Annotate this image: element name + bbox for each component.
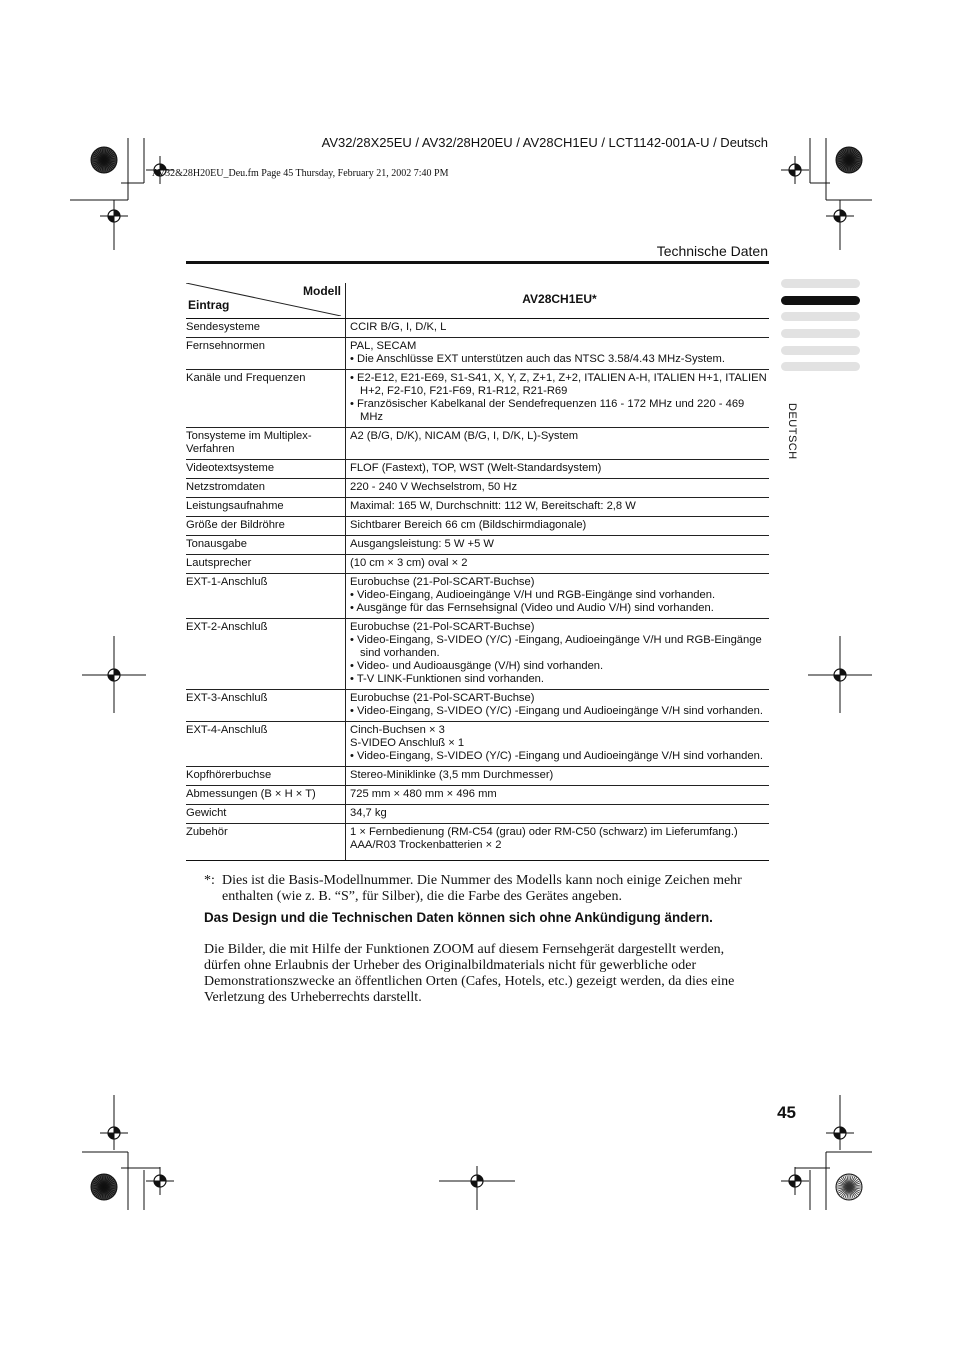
spec-row	[186, 428, 769, 460]
spec-value-line: • T-V LINK-Funktionen sind vorhanden.	[350, 673, 545, 685]
side-section-tabs	[781, 279, 860, 379]
spec-value-line: • E2-E12, E21-E69, S1-S41, X, Y, Z, Z+1, Z+2, ITALIEN A-H, ITALIEN H+1, ITALIEN H+2, F2-F10, F21-F69, R1-R12, R21-R69	[350, 372, 767, 397]
spec-value	[346, 574, 770, 619]
side-tab	[781, 362, 860, 371]
spec-row	[186, 824, 769, 861]
document-header-title: AV32/28X25EU / AV32/28H20EU / AV28CH1EU / LCT1142-001A-U / Deutsch	[321, 135, 768, 150]
side-tab	[781, 346, 860, 355]
spec-value-line: • Die Anschlüsse EXT unterstützen auch das NTSC 3.58/4.43 MHz-System.	[350, 353, 725, 365]
design-change-notice: Das Design und die Technischen Daten können sich ohne Ankündigung ändern.	[204, 910, 713, 925]
spec-value	[346, 690, 770, 722]
spec-value	[346, 370, 770, 428]
spec-key: EXT-4-Anschluß	[186, 722, 346, 767]
page-number: 45	[777, 1103, 796, 1122]
zoom-copyright-paragraph: Die Bilder, die mit Hilfe der Funktionen ZOOM auf diesem Fernsehgerät dargestellt werden, dürfen ohne Erlaubnis der Urheber des Originalbildmaterials nicht für gewerbliche oder Demonstrationszwecke an öffentlichen Orten (Cafes, Hotels, etc.) gezeigt werden, da dies eine Verletzung des Urheberrechts darstellt.	[204, 942, 735, 1005]
spec-row	[186, 536, 769, 555]
spec-value-line: 1 × Fernbedienung (RM-C54 (grau) oder RM-C50 (schwarz) im Lieferumfang.)	[350, 826, 738, 838]
footnote	[204, 873, 769, 905]
spec-key: Videotextsysteme	[186, 460, 346, 479]
spec-value	[346, 460, 770, 479]
spec-key: Leistungsaufnahme	[186, 498, 346, 517]
spec-value-line: A2 (B/G, D/K), NICAM (B/G, I, D/K, L)-System	[350, 430, 579, 442]
spec-value-line: Eurobuchse (21-Pol-SCART-Buchse)	[350, 692, 535, 704]
footnote-text: Dies ist die Basis-Modellnummer. Die Nummer des Modells kann noch einige Zeichen mehr enthalten (wie z. B. “S”, für Silber), die die Farbe des Gerätes angeben.	[222, 873, 742, 904]
side-tab	[781, 329, 860, 338]
spec-table-header	[186, 283, 769, 319]
spec-key: Abmessungen (B × H × T)	[186, 786, 346, 805]
section-title: Technische Daten	[656, 243, 768, 259]
spec-row	[186, 574, 769, 619]
spec-key: Sendesysteme	[186, 319, 346, 338]
spec-row	[186, 619, 769, 690]
spec-key: Gewicht	[186, 805, 346, 824]
spec-key: Lautsprecher	[186, 555, 346, 574]
spec-table	[186, 283, 769, 861]
spec-value-line: (10 cm × 3 cm) oval × 2	[350, 557, 468, 569]
spec-value	[346, 338, 770, 370]
spec-key: EXT-2-Anschluß	[186, 619, 346, 690]
spec-value-line: Maximal: 165 W, Durchschnitt: 112 W, Bereitschaft: 2,8 W	[350, 500, 636, 512]
spec-value	[346, 536, 770, 555]
header-rule	[186, 261, 769, 264]
spec-value	[346, 498, 770, 517]
spec-value-line: Ausgangsleistung: 5 W +5 W	[350, 538, 494, 550]
spec-row	[186, 767, 769, 786]
spec-value-line: 34,7 kg	[350, 807, 387, 819]
spec-value-line: Sichtbarer Bereich 66 cm (Bildschirmdiagonale)	[350, 519, 587, 531]
spec-key: Kopfhörerbuchse	[186, 767, 346, 786]
spec-value-line: 725 mm × 480 mm × 496 mm	[350, 788, 497, 800]
spec-value	[346, 805, 770, 824]
spec-key: EXT-1-Anschluß	[186, 574, 346, 619]
spec-value-line: FLOF (Fastext), TOP, WST (Welt-Standardsystem)	[350, 462, 602, 474]
spec-value-line: 220 - 240 V Wechselstrom, 50 Hz	[350, 481, 518, 493]
spec-value	[346, 767, 770, 786]
spec-key: Kanäle und Frequenzen	[186, 370, 346, 428]
spec-value-line: Eurobuchse (21-Pol-SCART-Buchse)	[350, 576, 535, 588]
spec-row	[186, 690, 769, 722]
spec-row	[186, 517, 769, 536]
spec-row	[186, 555, 769, 574]
side-language-label: DEUTSCH	[786, 403, 798, 460]
file-timestamp: AV32&28H20EU_Deu.fm Page 45 Thursday, February 21, 2002 7:40 PM	[152, 168, 449, 179]
spec-value-line: S-VIDEO Anschluß × 1	[350, 737, 465, 749]
spec-row	[186, 786, 769, 805]
header-eintrag-label: Eintrag	[188, 298, 230, 312]
spec-value	[346, 786, 770, 805]
spec-value-line: AAA/R03 Trockenbatterien × 2	[350, 839, 502, 851]
spec-value-line: • Video-Eingang, Audioeingänge V/H und RGB-Eingänge sind vorhanden.	[350, 589, 716, 601]
spec-value-line: • Video-Eingang, S-VIDEO (Y/C) -Eingang, Audioeingänge V/H und RGB-Eingänge sind vorhanden.	[350, 634, 762, 659]
spec-key: Zubehör	[186, 824, 346, 861]
spec-row	[186, 319, 769, 338]
spec-key: EXT-3-Anschluß	[186, 690, 346, 722]
footnote-marker: *:	[204, 873, 215, 888]
spec-value	[346, 517, 770, 536]
side-tab	[781, 279, 860, 288]
spec-key: Fernsehnormen	[186, 338, 346, 370]
spec-value	[346, 479, 770, 498]
spec-value-line: Cinch-Buchsen × 3	[350, 724, 445, 736]
side-tab-active	[781, 296, 860, 305]
model-name: AV28CH1EU*	[522, 292, 597, 306]
spec-value-line: • Video-Eingang, S-VIDEO (Y/C) -Eingang und Audioeingänge V/H sind vorhanden.	[350, 750, 763, 762]
header-modell-label: Modell	[303, 284, 341, 298]
spec-value	[346, 555, 770, 574]
spec-value	[346, 319, 770, 338]
spec-row	[186, 338, 769, 370]
spec-row	[186, 805, 769, 824]
spec-value	[346, 722, 770, 767]
spec-row	[186, 498, 769, 517]
spec-value	[346, 824, 770, 861]
spec-row	[186, 479, 769, 498]
spec-key: Tonsysteme im Multiplex-Verfahren	[186, 428, 346, 460]
spec-value-line: • Video- und Audioausgänge (V/H) sind vorhanden.	[350, 660, 604, 672]
spec-value-line: PAL, SECAM	[350, 340, 417, 352]
spec-value-line: CCIR B/G, I, D/K, L	[350, 321, 447, 333]
header-corner-cell	[186, 283, 346, 319]
spec-value-line: • Video-Eingang, S-VIDEO (Y/C) -Eingang und Audioeingänge V/H sind vorhanden.	[350, 705, 763, 717]
spec-key: Größe der Bildröhre	[186, 517, 346, 536]
spec-value	[346, 428, 770, 460]
spec-row	[186, 370, 769, 428]
spec-row	[186, 722, 769, 767]
spec-value	[346, 619, 770, 690]
spec-value-line: • Ausgänge für das Fernsehsignal (Video und Audio V/H) sind vorhanden.	[350, 602, 714, 614]
side-tab	[781, 312, 860, 321]
spec-value-line: Stereo-Miniklinke (3,5 mm Durchmesser)	[350, 769, 554, 781]
spec-value-line: • Französischer Kabelkanal der Sendefrequenzen 116 - 172 MHz und 220 - 469 MHz	[350, 398, 745, 423]
header-model-cell	[346, 283, 770, 319]
spec-key: Tonausgabe	[186, 536, 346, 555]
spec-value-line: Eurobuchse (21-Pol-SCART-Buchse)	[350, 621, 535, 633]
spec-row	[186, 460, 769, 479]
spec-key: Netzstromdaten	[186, 479, 346, 498]
